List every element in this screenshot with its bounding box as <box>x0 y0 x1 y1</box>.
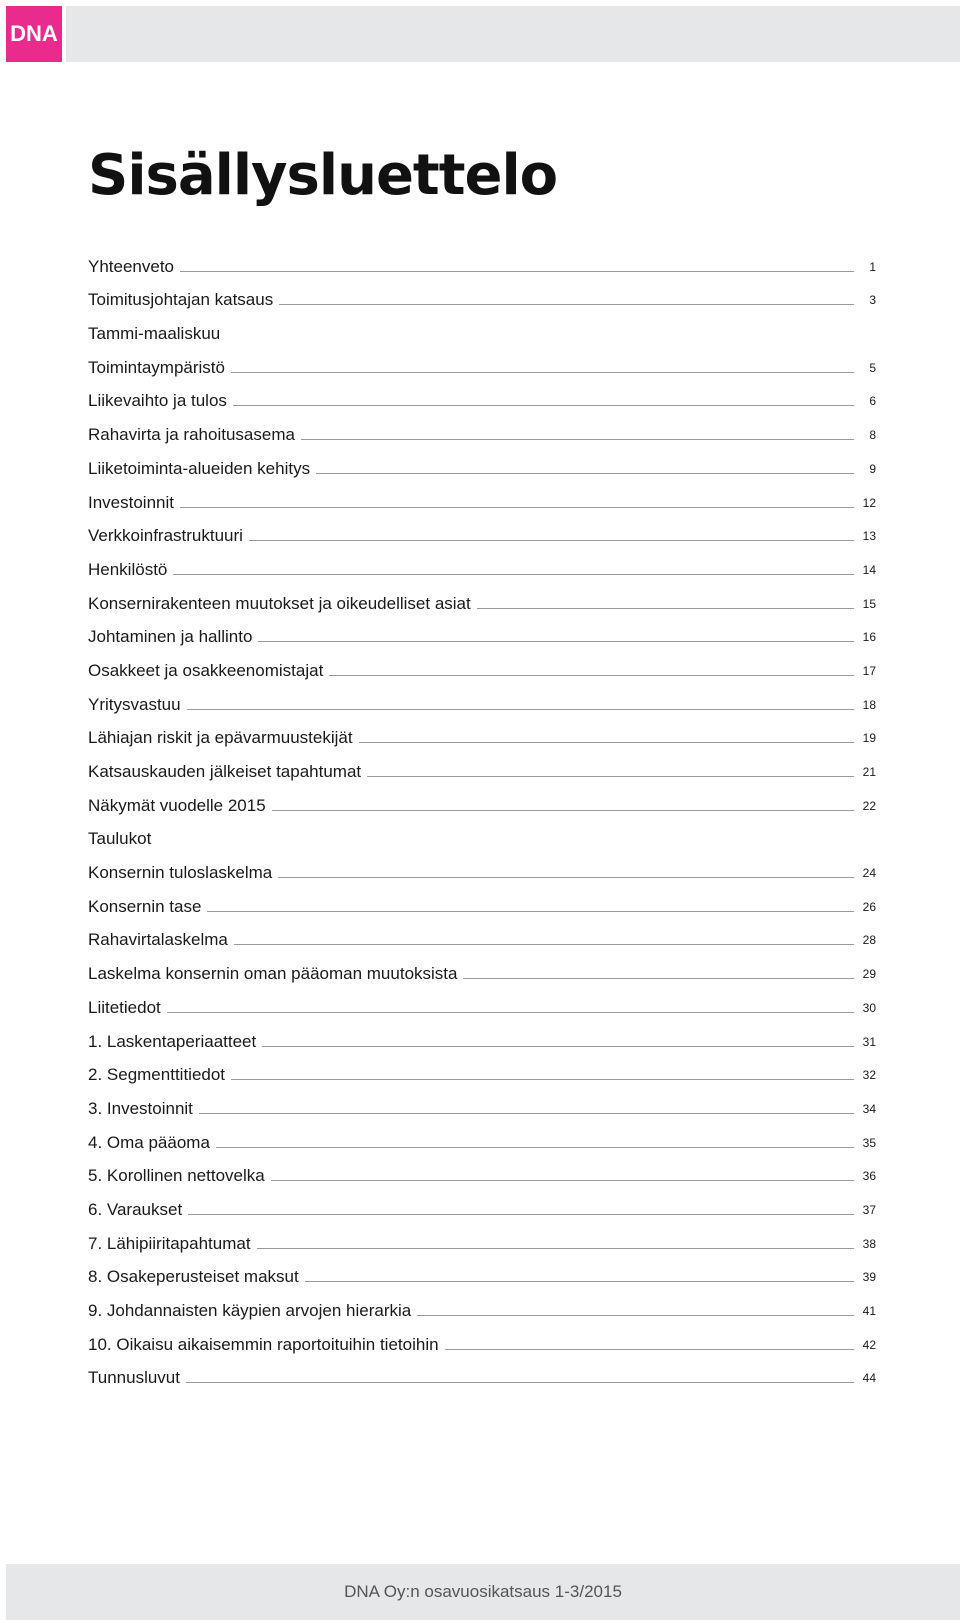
toc-leader-line <box>279 304 854 305</box>
dna-logo: DNA <box>6 6 62 62</box>
toc-entry[interactable] <box>88 917 876 951</box>
toc-page-number: 8 <box>869 428 876 443</box>
toc-entry[interactable] <box>88 782 876 816</box>
toc-leader-line <box>463 978 854 979</box>
toc-leader-line <box>234 944 854 945</box>
toc-leader-line <box>231 1079 854 1080</box>
toc-entry[interactable] <box>88 1321 876 1355</box>
toc-page-number: 16 <box>862 630 876 645</box>
toc-leader-line <box>262 1046 854 1047</box>
toc-entry-label: Katsauskauden jälkeiset tapahtumat <box>88 762 362 781</box>
toc-entry[interactable] <box>88 647 876 681</box>
toc-page-number: 42 <box>862 1337 876 1352</box>
toc-page-number: 31 <box>862 1034 876 1049</box>
toc-entry[interactable] <box>88 310 876 344</box>
toc-entry-label: 6. Varaukset <box>88 1199 183 1219</box>
toc-entry[interactable] <box>88 445 876 479</box>
footer-text: DNA Oy:n osavuosikatsaus 1-3/2015 <box>344 1582 622 1601</box>
toc-page-number: 26 <box>862 899 876 914</box>
toc-page-number: 36 <box>862 1169 876 1184</box>
toc-leader-line <box>417 1315 854 1316</box>
toc-page-number: 29 <box>862 967 876 982</box>
toc-page-number: 41 <box>862 1304 876 1318</box>
toc-entry[interactable] <box>88 1287 876 1321</box>
toc-entry[interactable] <box>88 513 876 547</box>
toc-entry[interactable] <box>88 344 876 378</box>
toc-page-number: 3 <box>869 293 876 308</box>
toc-entry-label: Verkkoinfrastruktuuri <box>88 526 243 546</box>
toc-leader-line <box>207 911 854 912</box>
toc-entry[interactable] <box>88 883 876 917</box>
toc-leader-line <box>258 641 854 642</box>
toc-entry-label: Henkilöstö <box>88 559 168 579</box>
toc-leader-line <box>180 271 854 272</box>
toc-leader-line <box>271 1180 854 1181</box>
toc-entry[interactable] <box>88 1186 876 1220</box>
toc-entry[interactable] <box>88 849 876 883</box>
toc-page-number: 30 <box>862 1000 876 1015</box>
toc-entry-label: Investoinnit <box>88 492 174 512</box>
toc-leader-line <box>216 1147 854 1148</box>
toc-leader-line <box>180 507 854 508</box>
toc-entry[interactable] <box>88 1119 876 1153</box>
toc-leader-line <box>188 1214 854 1215</box>
toc-entry-label: Tammi-maaliskuu <box>88 324 221 344</box>
toc-leader-line <box>186 1382 854 1383</box>
toc-entry-label: Liitetiedot <box>88 997 161 1017</box>
toc-page-number: 44 <box>862 1371 876 1386</box>
toc-entry-label: Konsernirakenteen muutokset ja oikeudelliset asiat <box>88 593 471 613</box>
toc-entry-label: Lähiajan riskit ja epävarmuustekijät <box>88 728 353 748</box>
toc-page-number: 12 <box>862 495 876 510</box>
toc-entry-label: Toimintaympäristö <box>88 357 225 377</box>
toc-leader-line <box>329 675 854 676</box>
toc-page-number: 37 <box>862 1202 876 1217</box>
toc-entry[interactable] <box>88 378 876 412</box>
toc-entry-label: 10. Oikaisu aikaisemmin raportoituihin tietoihin <box>88 1334 439 1354</box>
toc-entry-label: Liiketoiminta-alueiden kehitys <box>88 458 311 478</box>
toc-entry[interactable] <box>88 277 876 311</box>
toc-page-number: 17 <box>862 663 876 678</box>
toc-entry[interactable] <box>88 984 876 1018</box>
toc-page-number: 28 <box>862 933 876 948</box>
toc-entry-label: Johtaminen ja hallinto <box>88 627 253 647</box>
toc-leader-line <box>305 1281 854 1282</box>
toc-page-number: 32 <box>862 1068 876 1083</box>
toc-entry-label: 1. Laskentaperiaatteet <box>88 1031 257 1051</box>
toc-page-number: 38 <box>862 1236 876 1251</box>
toc-entry-label: Liikevaihto ja tulos <box>88 391 227 411</box>
toc-entry[interactable] <box>88 614 876 648</box>
page-title: Sisällysluettelo <box>88 143 558 208</box>
toc-leader-line <box>301 439 854 440</box>
table-of-contents <box>88 243 876 1388</box>
toc-page-number: 5 <box>869 360 876 375</box>
toc-entry[interactable] <box>88 479 876 513</box>
toc-entry[interactable] <box>88 1085 876 1119</box>
toc-page-number: 24 <box>862 866 876 881</box>
header-bar <box>66 6 960 62</box>
toc-leader-line <box>367 776 854 777</box>
toc-leader-line <box>173 574 854 575</box>
toc-page-number: 6 <box>869 394 876 409</box>
toc-leader-line <box>249 540 854 541</box>
toc-entry-label: 2. Segmenttitiedot <box>88 1065 226 1085</box>
toc-page-number: 22 <box>862 798 876 813</box>
toc-entry[interactable] <box>88 411 876 445</box>
toc-leader-line <box>187 709 854 710</box>
toc-page-number: 39 <box>862 1270 876 1285</box>
toc-entry-label: Rahavirtalaskelma <box>88 930 228 950</box>
toc-entry[interactable] <box>88 715 876 749</box>
toc-page-number: 18 <box>862 697 876 712</box>
toc-entry[interactable] <box>88 546 876 580</box>
toc-entry-label: 3. Investoinnit <box>88 1098 193 1118</box>
toc-entry[interactable] <box>88 1018 876 1052</box>
toc-entry-label: 9. Johdannaisten käypien arvojen hierarkia <box>88 1301 412 1320</box>
toc-entry[interactable] <box>88 748 876 782</box>
toc-page-number: 13 <box>862 529 876 544</box>
toc-entry[interactable] <box>88 1220 876 1254</box>
footer-bar <box>6 1564 960 1620</box>
toc-entry-label: Konsernin tuloslaskelma <box>88 863 273 883</box>
toc-entry[interactable] <box>88 1153 876 1187</box>
toc-page-number: 35 <box>862 1135 876 1150</box>
toc-entry-label: Toimitusjohtajan katsaus <box>88 290 274 310</box>
toc-page-number: 19 <box>862 731 876 746</box>
toc-entry-label: Osakkeet ja osakkeenomistajat <box>88 660 324 680</box>
toc-leader-line <box>477 608 854 609</box>
toc-entry[interactable] <box>88 1052 876 1086</box>
toc-page-number: 34 <box>862 1101 876 1116</box>
toc-page-number: 15 <box>862 596 876 611</box>
toc-entry[interactable] <box>88 243 876 277</box>
toc-leader-line <box>316 473 854 474</box>
toc-page-number: 14 <box>862 562 876 577</box>
toc-page-number: 21 <box>862 765 876 779</box>
toc-leader-line <box>278 877 854 878</box>
toc-leader-line <box>199 1113 854 1114</box>
toc-leader-line <box>167 1012 854 1013</box>
toc-entry-label: Rahavirta ja rahoitusasema <box>88 425 295 445</box>
toc-entry-label: Laskelma konsernin oman pääoman muutoksista <box>88 964 458 984</box>
toc-entry-label: Yhteenveto <box>88 256 175 276</box>
toc-entry-label: 8. Osakeperusteiset maksut <box>88 1267 299 1287</box>
toc-entry[interactable] <box>88 1254 876 1288</box>
toc-page-number: 1 <box>869 259 876 274</box>
toc-entry-label: Näkymät vuodelle 2015 <box>88 795 266 815</box>
toc-entry-label: Konsernin tase <box>88 896 202 916</box>
toc-entry-label: Yritysvastuu <box>88 694 181 714</box>
toc-entry-label: Tunnusluvut <box>88 1368 180 1388</box>
toc-entry[interactable] <box>88 681 876 715</box>
toc-leader-line <box>445 1349 854 1350</box>
toc-page-number: 9 <box>869 461 876 476</box>
toc-entry[interactable] <box>88 816 876 850</box>
toc-entry[interactable] <box>88 1355 876 1389</box>
toc-leader-line <box>231 372 854 373</box>
toc-leader-line <box>257 1248 854 1249</box>
toc-leader-line <box>272 810 854 811</box>
toc-leader-line <box>233 405 854 406</box>
toc-entry-label: 7. Lähipiiritapahtumat <box>88 1233 251 1253</box>
toc-leader-line <box>359 742 854 743</box>
toc-entry[interactable] <box>88 580 876 614</box>
toc-entry-label: 5. Korollinen nettovelka <box>88 1166 265 1186</box>
toc-entry[interactable] <box>88 950 876 984</box>
toc-entry-label: 4. Oma pääoma <box>88 1132 210 1152</box>
toc-entry-label: Taulukot <box>88 829 152 849</box>
